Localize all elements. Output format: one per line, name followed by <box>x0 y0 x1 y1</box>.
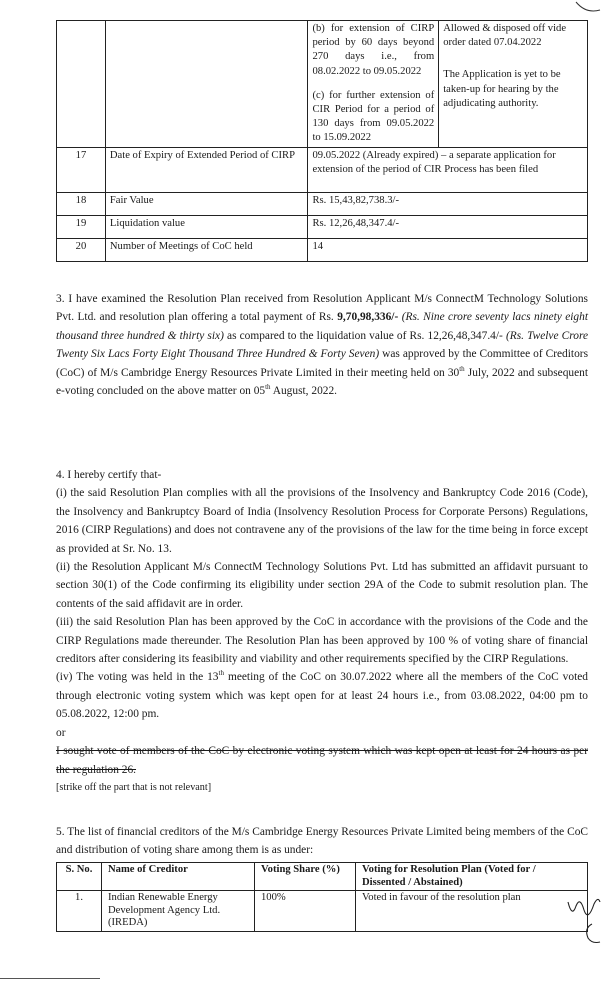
or-text: or <box>56 726 66 739</box>
creditor-vote: Voted in favour of the resolution plan <box>356 891 588 932</box>
paragraph-5: 5. The list of financial creditors of the M/s Cambridge Energy Resources Private Limited being members of the CoC and distribution of voting share among them is as under: <box>56 826 588 857</box>
financial-creditors-table <box>56 862 588 932</box>
header-creditor: Name of Creditor <box>102 863 255 891</box>
handwritten-initials-icon <box>562 888 602 948</box>
certify-item-iv: (iv) The voting was held in the 13th meeting of the CoC on 30.07.2022 where all the members of the CoC voted through electronic voting system which was kept open for at least 24 hours i.e., from 03.08.2022, 04:00 pm to 05.08.2022, 12:00 pm. <box>56 669 588 721</box>
row-number: 19 <box>57 215 106 238</box>
row-value: Rs. 15,43,82,738.3/- <box>308 192 588 215</box>
cirp-details-table <box>56 20 588 262</box>
header-voting-share: Voting Share (%) <box>255 863 356 891</box>
extension-c-status: The Application is yet to be taken-up for hearing by the adjudicating authority. <box>443 69 561 109</box>
creditor-name: Indian Renewable Energy Development Agency Ltd. (IREDA) <box>102 891 255 932</box>
header-sno: S. No. <box>57 863 102 891</box>
header-voting: Voting for Resolution Plan (Voted for / Dissented / Abstained) <box>356 863 588 891</box>
extension-c-text: (c) for further extension of CIR Period for a period of 130 days from 09.05.2022 to 15.09.2022 <box>312 89 435 144</box>
paragraph-3: 3. I have examined the Resolution Plan received from Resolution Applicant M/s ConnectM Technology Solutions Pvt. Ltd. and resolution plan offering a total payment of Rs. 9,70,98,336/- (Rs. Nine crore seventy lacs ninety eight thousand three hundred & thirty six) as compared to the liquidation value of Rs. 12,26,48,347.4/- (Rs. Twelve Crore Twenty Six Lacs Forty Eight Thousand Three Hundred & Forty Seven) was approved by the Committee of Creditors (CoC) of M/s Cambridge Energy Resources Private Limited in their meeting held on 30th July, 2022 and subsequent e-voting concluded on the above matter on 05th August, 2022. <box>56 293 589 398</box>
certify-item-i: (i) the said Resolution Plan complies with all the provisions of the Insolvency and Bankruptcy Code 2016 (Code), the Insolvency and Bankruptcy Board of India (Insolvency Resolution Process for Corporate Persons) Regulations, 2016 (CIRP Regulations) and does not contravene any of the provisions of the law for the time being in force except as provided at Sr. No. 13. <box>56 487 588 555</box>
extension-status-cell <box>439 21 588 148</box>
table-cell-empty <box>57 21 106 148</box>
table-row <box>57 21 588 148</box>
row-label: Fair Value <box>105 192 308 215</box>
footer-divider <box>0 978 100 979</box>
table-row <box>57 147 588 192</box>
row-value: Rs. 12,26,48,347.4/- <box>308 215 588 238</box>
row-label: Number of Meetings of CoC held <box>105 238 308 261</box>
table-row <box>57 238 588 261</box>
table-row <box>57 215 588 238</box>
row-label: Date of Expiry of Extended Period of CIRP <box>105 147 308 192</box>
table-header-row <box>57 863 588 891</box>
corner-handwriting-mark-icon <box>572 0 602 16</box>
certify-intro: 4. I hereby certify that- <box>56 469 162 481</box>
extension-b-status: Allowed & disposed off vide order dated 07.04.2022 <box>443 23 567 49</box>
row-number: 20 <box>57 238 106 261</box>
certify-item-ii: (ii) the Resolution Applicant M/s ConnectM Technology Solutions Pvt. Ltd has submitted an affidavit pursuant to section 30(1) of the Code confirming its eligibility under section 29A of the Code to submit resolution plan. The contents of the said affidavit are in order. <box>56 561 588 610</box>
row-number: 18 <box>57 192 106 215</box>
creditor-sno: 1. <box>57 891 102 932</box>
certify-item-iii: (iii) the said Resolution Plan has been approved by the CoC in accordance with the provisions of the Code and the CIRP Regulations made thereunder. The Resolution Plan has been approved by 100 % of voting share of financial creditors after considering its feasibility and viability and other requirements specified by the CIRP Regulations. <box>56 616 588 666</box>
table-row <box>57 891 588 932</box>
paragraph-4 <box>56 466 588 797</box>
row-label: Liquidation value <box>105 215 308 238</box>
row-value: 09.05.2022 (Already expired) – a separate application for extension of the period of CIR Process has been filed <box>308 147 588 192</box>
table-cell-empty <box>105 21 308 148</box>
table-row <box>57 192 588 215</box>
strike-note: [strike off the part that is not relevant] <box>56 781 212 793</box>
creditor-share: 100% <box>255 891 356 932</box>
row-value: 14 <box>308 238 588 261</box>
extension-requests-cell <box>308 21 439 148</box>
row-number: 17 <box>57 147 106 192</box>
extension-b-text: (b) for extension of CIRP period by 60 days beyond 270 days i.e., from 08.02.2022 to 09.05.2022 <box>312 23 435 77</box>
struck-alternative-text: I sought vote of members of the CoC by electronic voting system which was kept open at least for 24 hours as per the regulation 26. <box>56 745 588 776</box>
